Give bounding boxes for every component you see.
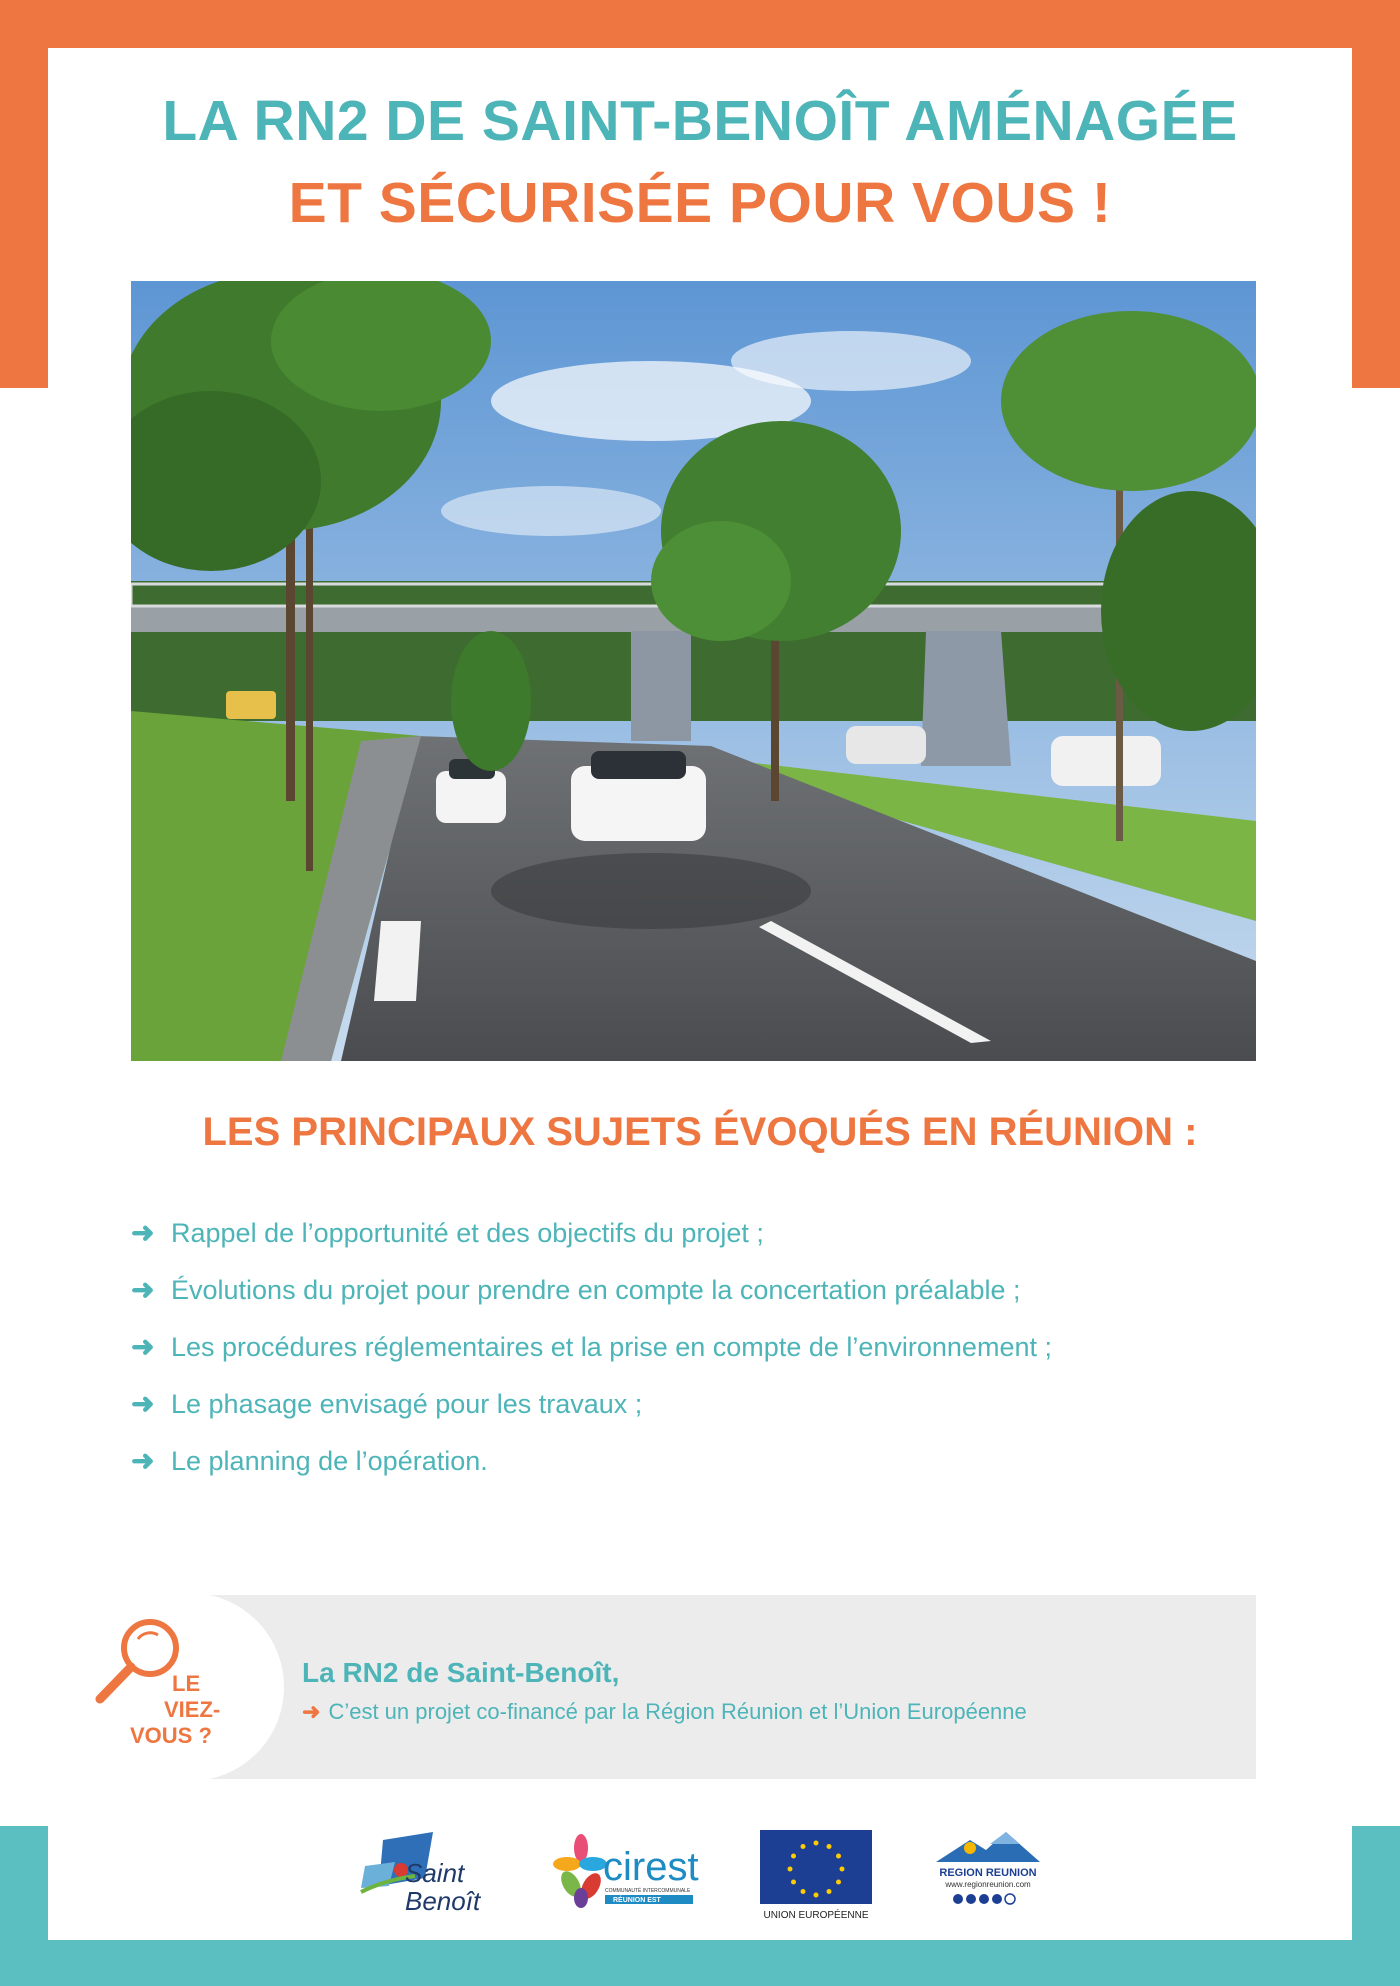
list-item-text: Le phasage envisagé pour les travaux ; bbox=[171, 1389, 643, 1419]
partner-logos bbox=[0, 1820, 1400, 1930]
info-title: La RN2 de Saint-Benoît, bbox=[302, 1657, 620, 1688]
topics-list bbox=[131, 1216, 1052, 1501]
eu-label: UNION EUROPÉENNE bbox=[763, 1910, 869, 1921]
tv-icon bbox=[1005, 1894, 1015, 1904]
info-text-row bbox=[302, 1699, 1027, 1725]
facebook-icon bbox=[953, 1894, 963, 1904]
arrow-right-icon: ➜ bbox=[131, 1217, 155, 1248]
list-item bbox=[131, 1216, 1052, 1273]
cirest-logo bbox=[553, 1828, 703, 1918]
list-item bbox=[131, 1444, 1052, 1501]
saint-benoit-line-1: Saint bbox=[405, 1858, 465, 1888]
badge-line-1: LE bbox=[172, 1671, 201, 1696]
road-rendering-photo bbox=[131, 281, 1256, 1061]
list-item bbox=[131, 1387, 1052, 1444]
info-text: C’est un projet co-financé par la Région Réunion et l’Union Européenne bbox=[328, 1699, 1027, 1724]
arrow-right-icon: ➜ bbox=[131, 1445, 155, 1476]
region-name: REGION REUNION bbox=[939, 1867, 1037, 1879]
cirest-name: cirest bbox=[603, 1845, 699, 1889]
saint-benoit-logo bbox=[355, 1830, 495, 1920]
section-heading: LES PRINCIPAUX SUJETS ÉVOQUÉS EN RÉUNION : bbox=[202, 1110, 1198, 1154]
twitter-icon bbox=[966, 1894, 976, 1904]
badge-line-3: VOUS ? bbox=[130, 1723, 212, 1748]
list-item-text: Évolutions du projet pour prendre en compte la concertation préalable ; bbox=[171, 1275, 1021, 1305]
cirest-tagline-2: RÉUNION EST bbox=[613, 1897, 661, 1904]
title-line-2: ET SÉCURISÉE POUR VOUS ! bbox=[288, 171, 1112, 235]
list-item-text: Le planning de l’opération. bbox=[171, 1446, 488, 1476]
arrow-right-icon: ➜ bbox=[131, 1388, 155, 1419]
arrow-right-icon: ➜ bbox=[131, 1274, 155, 1305]
list-item-text: Les procédures réglementaires et la prise en compte de l’environnement ; bbox=[171, 1332, 1052, 1362]
list-item bbox=[131, 1330, 1052, 1387]
info-box bbox=[131, 1595, 1256, 1779]
youtube-icon bbox=[992, 1894, 1002, 1904]
cirest-tagline-1: COMMUNAUTÉ INTERCOMMUNALE bbox=[605, 1888, 691, 1894]
list-item-text: Rappel de l’opportunité et des objectifs du projet ; bbox=[171, 1218, 764, 1248]
european-union-logo bbox=[758, 1828, 878, 1924]
region-url: www.regionreunion.com bbox=[945, 1880, 1031, 1889]
list-item bbox=[131, 1273, 1052, 1330]
instagram-icon bbox=[979, 1894, 989, 1904]
arrow-right-icon: ➜ bbox=[131, 1331, 155, 1362]
badge-line-2: VIEZ- bbox=[164, 1697, 221, 1722]
title-line-1: LA RN2 DE SAINT-BENOÎT AMÉNAGÉE bbox=[162, 89, 1238, 153]
volcano-icon bbox=[936, 1832, 1040, 1862]
region-reunion-logo bbox=[930, 1824, 1050, 1914]
saint-benoit-line-2: Benoît bbox=[405, 1886, 481, 1916]
arrow-right-icon: ➜ bbox=[302, 1699, 321, 1724]
cirest-flower-icon bbox=[553, 1834, 607, 1908]
social-icons bbox=[953, 1894, 1015, 1904]
